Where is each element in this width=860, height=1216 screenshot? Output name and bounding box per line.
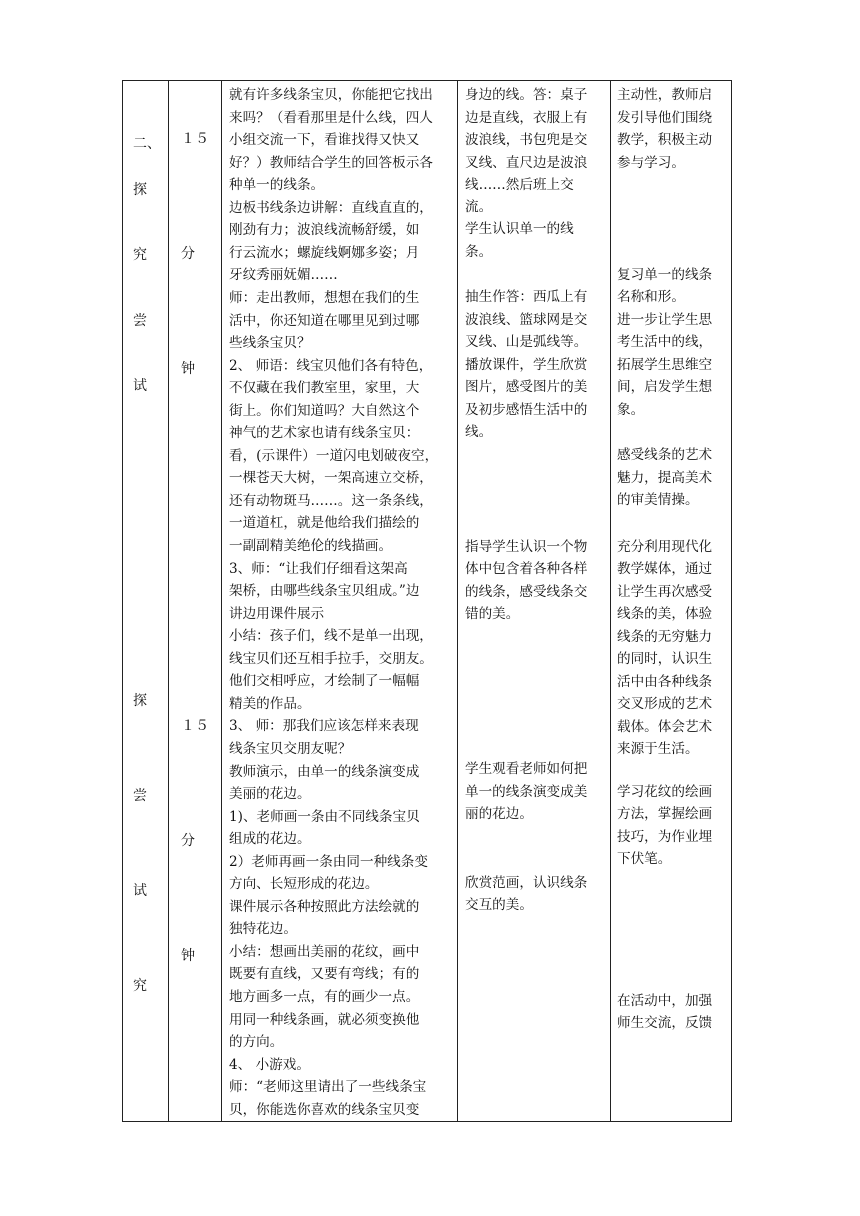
col3-line: 3、 师：那我们应该怎样来表现 [229, 718, 419, 734]
teacher-activity-column [222, 81, 458, 1122]
col3-line: 用同一种线条画，就必须变换他 [229, 1012, 420, 1028]
col5-line: 来源于生活。 [617, 741, 699, 757]
col3-line: 既要有直线，又要有弯线；有的 [229, 966, 420, 982]
col3-line: 2）老师再画一条由同一种线条变 [229, 854, 428, 870]
col3-line: 他们交相呼应，才绘制了一幅幅 [229, 673, 420, 689]
col5-line: 进一步让学生思 [617, 312, 713, 328]
col3-line: 一棵苍天大树，一架高速立交桥， [229, 470, 433, 486]
col5-line: 发引导他们围绕 [617, 110, 713, 126]
col4-line: 欣赏范画，认识线条 [465, 875, 588, 891]
col3-line: 师：走出教师，想想在我们的生 [229, 290, 420, 306]
col3-line: 小结：孩子们，线不是单一出现， [229, 628, 433, 644]
col5-line: 名称和形。 [617, 289, 685, 305]
col5-line: 方法，掌握绘画 [617, 806, 713, 822]
col2-line: 分 [181, 833, 195, 849]
col3-line: 好？）教师结合学生的回答板示各 [229, 155, 433, 171]
col1-line: 探 [133, 182, 147, 198]
col3-line: 行云流水；螺旋线婀娜多姿；月 [229, 245, 420, 261]
design-intent-column [611, 81, 732, 1122]
col3-line: 边板书线条边讲解：直线直直的， [229, 200, 433, 216]
col4-line: 图片，感受图片的美 [465, 379, 588, 395]
col4-line: 学生认识单一的线 [465, 221, 574, 237]
col4-line: 体中包含着各种各样 [465, 561, 588, 577]
col5-line: 让学生再次感受 [617, 584, 713, 600]
col4-line: 波浪线，书包兜是交 [465, 132, 588, 148]
col5-line: 活中由各种线条 [617, 674, 713, 690]
col3-line: 1)、老师画一条由不同线条宝贝 [229, 809, 420, 825]
col5-line: 线条的无穷魅力 [617, 629, 713, 645]
col2-line: 钟 [181, 948, 195, 964]
col3-line: 神气的艺术家也请有线条宝贝： [229, 425, 420, 441]
col2-line: １５ [181, 718, 209, 734]
col5-line: 线条的美，体验 [617, 606, 713, 622]
col3-line: 课件展示各种按照此方法绘就的 [229, 899, 420, 915]
col3-line: 2、 师语：线宝贝他们各有特色， [229, 358, 433, 374]
col5-line: 复习单一的线条 [617, 267, 713, 283]
col5-line: 考生活中的线， [617, 334, 713, 350]
col4-line: 播放课件，学生欣赏 [465, 357, 588, 373]
student-activity-column [458, 81, 611, 1122]
col3-line: 看，(示课件）一道闪电划破夜空， [229, 448, 439, 464]
col4-line: 线。 [465, 424, 493, 440]
table-row [123, 81, 732, 1122]
col3-line: 4、 小游戏。 [229, 1057, 310, 1073]
col1-line: 二、 [133, 136, 161, 152]
col3-line: 种单一的线条。 [229, 177, 325, 193]
col3-line: 小结：想画出美丽的花纹，画中 [229, 944, 420, 960]
col3-line: 线条宝贝交朋友呢？ [229, 741, 352, 757]
col1-line: 尝 [133, 788, 147, 804]
col3-line: 线宝贝们还互相手拉手，交朋友。 [229, 651, 433, 667]
col3-line: 小组交流一下，看谁找得又快又 [229, 132, 420, 148]
col5-line: 间，启发学生想 [617, 379, 713, 395]
col4-line: 条。 [465, 244, 493, 260]
col4-line: 波浪线、篮球网是交 [465, 312, 588, 328]
col5-line: 技巧，为作业埋 [617, 829, 713, 845]
col2-line: 分 [181, 246, 195, 262]
col5-line: 魅力，提高美术 [617, 470, 713, 486]
col5-line: 下伏笔。 [617, 851, 672, 867]
col3-line: 贝，你能选你喜欢的线条宝贝变 [229, 1102, 420, 1118]
col2-line: 钟 [181, 361, 195, 377]
col4-line: 线……然后班上交 [465, 177, 574, 193]
col3-line: 就有许多线条宝贝，你能把它找出 [229, 87, 433, 103]
col4-line: 的线条，感受线条交 [465, 584, 588, 600]
col1-line: 探 [133, 693, 147, 709]
col5-line: 师生交流，反馈 [617, 1015, 713, 1031]
col5-line: 教学，积极主动 [617, 132, 713, 148]
col3-line: 牙纹秀丽妩媚…… [229, 267, 338, 283]
col5-line: 的审美情操。 [617, 492, 699, 508]
time-column [169, 81, 222, 1122]
col3-line: 活中，你还知道在哪里见到过哪 [229, 313, 420, 329]
col2-line: １５ [181, 131, 209, 147]
col4-line: 错的美。 [465, 606, 520, 622]
col4-line: 抽生作答：西瓜上有 [465, 289, 588, 305]
col3-line: 独特花边。 [229, 921, 297, 937]
col4-line: 丽的花边。 [465, 806, 533, 822]
col4-line: 交互的美。 [465, 897, 533, 913]
col4-line: 身边的线。答：桌子 [465, 87, 588, 103]
col4-line: 及初步感悟生活中的 [465, 402, 588, 418]
col5-line: 感受线条的艺术 [617, 447, 713, 463]
col5-line: 交叉形成的艺术 [617, 696, 713, 712]
col4-line: 单一的线条演变成美 [465, 784, 588, 800]
col3-line: 组成的花边。 [229, 831, 311, 847]
col1-line: 究 [133, 978, 147, 994]
col5-line: 主动性，教师启 [617, 87, 713, 103]
col3-line: 一副副精美绝伦的线描画。 [229, 538, 393, 554]
col1-line: 试 [133, 378, 147, 394]
col3-line: 地方画多一点，有的画少一点。 [229, 989, 420, 1005]
col3-line: 刚劲有力；波浪线流畅舒缓，如 [229, 222, 420, 238]
col5-line: 充分利用现代化 [617, 539, 713, 555]
col3-line: 些线条宝贝？ [229, 335, 311, 351]
col3-line: 方向、长短形成的花边。 [229, 876, 379, 892]
col1-line: 究 [133, 247, 147, 263]
col4-line: 指导学生认识一个物 [465, 539, 588, 555]
col3-line: 不仅藏在我们教室里，家里，大 [229, 380, 420, 396]
col5-line: 学习花纹的绘画 [617, 784, 713, 800]
col4-line: 学生观看老师如何把 [465, 761, 588, 777]
col5-line: 拓展学生思维空 [617, 357, 713, 373]
col5-line: 象。 [617, 402, 645, 418]
stage-column [123, 81, 169, 1122]
col3-line: 美丽的花边。 [229, 786, 311, 802]
col3-line: 的方向。 [229, 1034, 284, 1050]
col3-line: 架桥，由哪些线条宝贝组成。”边 [229, 583, 420, 599]
col3-line: 讲边用课件展示 [229, 606, 325, 622]
col5-line: 参与学习。 [617, 155, 685, 171]
col5-line: 教学媒体，通过 [617, 561, 713, 577]
col4-line: 流。 [465, 199, 493, 215]
col4-line: 叉线、直尺边是波浪 [465, 155, 588, 171]
col1-line: 尝 [133, 313, 147, 329]
lesson-plan-table [122, 80, 732, 1122]
col1-line: 试 [133, 883, 147, 899]
col5-line: 在活动中，加强 [617, 993, 713, 1009]
col3-line: 教师演示，由单一的线条演变成 [229, 764, 420, 780]
col3-line: 3、师：“让我们仔细看这架高 [229, 561, 408, 577]
col4-line: 叉线、山是弧线等。 [465, 334, 588, 350]
col3-line: 精美的作品。 [229, 696, 311, 712]
col3-line: 来吗？（看看那里是什么线，四人 [229, 110, 433, 126]
col5-line: 载体。体会艺术 [617, 719, 713, 735]
col4-line: 边是直线，衣服上有 [465, 110, 588, 126]
col3-line: 师：“老师这里请出了一些线条宝 [229, 1079, 427, 1095]
col3-line: 一道道杠，就是他给我们描绘的 [229, 515, 420, 531]
col3-line: 还有动物斑马……。这一条条线， [229, 493, 433, 509]
col3-line: 街上。你们知道吗？大自然这个 [229, 403, 420, 419]
col5-line: 的同时，认识生 [617, 651, 713, 667]
